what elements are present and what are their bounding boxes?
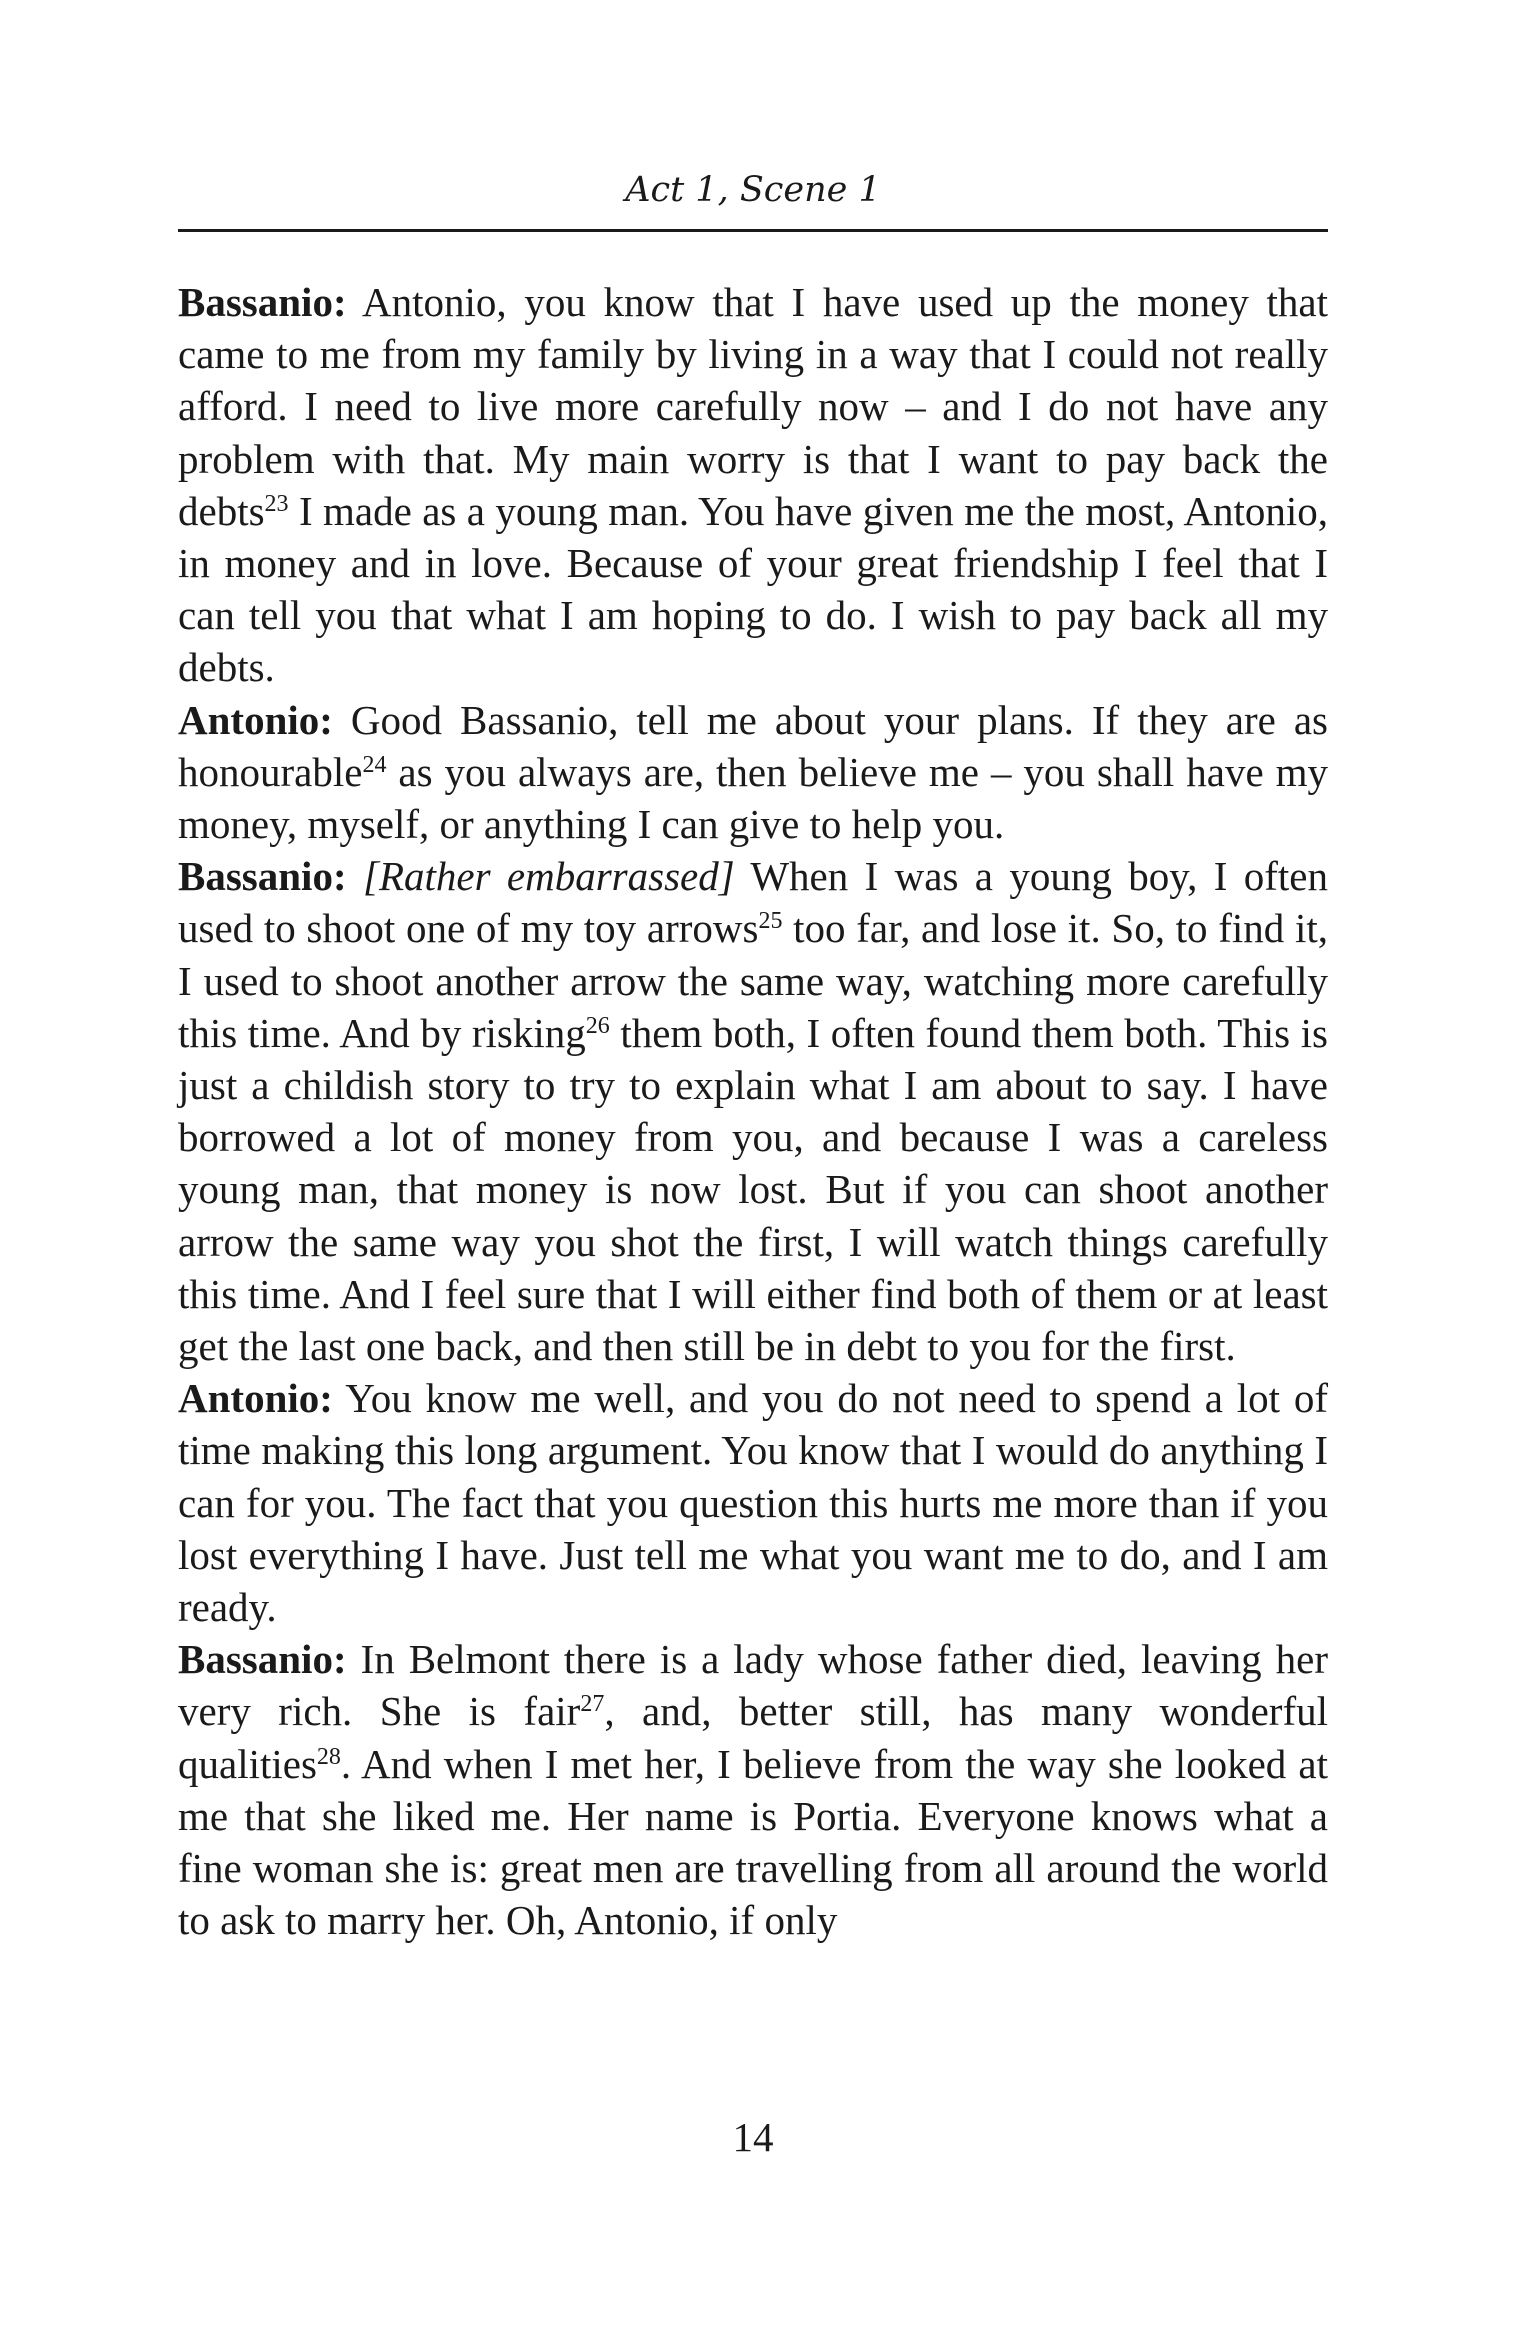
speech-text: You know me well, and you do not need to spend a lot of time making this long argument. You know that I would do anything I can for you. The fact that you question this hurts me more than if you lost everything I have. Just tell me what you want me to do, and I am ready. (178, 1375, 1328, 1631)
speech-text: Antonio, you know that I have used up the money that came to me from my family by living in a way that I could not really afford. I need to live more carefully now – and I do not have any problem with that. My main worry is that I want to pay back the debts (178, 279, 1328, 534)
speech-text: too far, and lose it. So, to find it, I used to shoot another arrow the same way, watching more carefully this time. And by risking (178, 905, 1328, 1056)
speaker-name: Antonio: (178, 696, 333, 743)
speech-antonio-1 (178, 694, 1328, 851)
speech-text: , and, better still, has many wonderful qualities (178, 1688, 1329, 1787)
speech-bassanio-2 (178, 850, 1328, 1372)
dialogue-body (178, 276, 1328, 1947)
speech-antonio-2 (178, 1372, 1328, 1633)
speech-text: . And when I met her, I believe from the way she looked at me that she liked me. Her name is Portia. Everyone knows what a fine woman she is: great men are travelling from all around the world to ask to marry her. Oh, Antonio, if only (178, 1740, 1328, 1944)
footnote-ref: 26 (585, 1012, 610, 1039)
speech-text: Good Bassanio, tell me about your plans. If they are as honourable (178, 696, 1328, 795)
footnote-ref: 25 (758, 908, 783, 935)
speech-text: them both, I often found them both. This is just a childish story to try to explain what I am about to say. I have borrowed a lot of money from you, and because I was a careless young man, that money is now lost. But if you can shoot another arrow the same way you shot the first, I will watch things carefully this time. And I feel sure that I will either find both of them or at least get the last one back, and then still be in debt to you for the first. (178, 1009, 1328, 1370)
footnote-ref: 23 (264, 490, 289, 517)
page-number: 14 (732, 2114, 774, 2160)
speaker-name: Antonio: (178, 1375, 333, 1422)
speech-text: When I was a young boy, I often used to shoot one of my toy arrows (178, 853, 1328, 952)
speech-text: as you always are, then believe me – you shall have my money, myself, or anything I can give to help you. (178, 748, 1328, 848)
speech-text: In Belmont there is a lady whose father died, leaving her very rich. She is fair (178, 1636, 1328, 1735)
speech-text: I made as a young man. You have given me the most, Antonio, in money and in love. Because of your great friendship I feel that I can tell you that what I am hoping to do. I wish to pay back all my debts. (178, 487, 1328, 691)
stage-direction: [Rather embarrassed] (346, 853, 735, 900)
speech-bassanio-3 (178, 1633, 1328, 1946)
speaker-name: Bassanio: (178, 1636, 347, 1683)
footnote-ref: 27 (580, 1691, 605, 1718)
footnote-ref: 24 (362, 751, 387, 778)
speaker-name: Bassanio: (178, 279, 347, 325)
running-head: Act 1, Scene 1 (625, 170, 881, 210)
footnote-ref: 28 (316, 1743, 341, 1770)
speaker-name: Bassanio: (178, 853, 347, 900)
header-rule (178, 229, 1328, 232)
speech-bassanio-1 (178, 276, 1328, 694)
